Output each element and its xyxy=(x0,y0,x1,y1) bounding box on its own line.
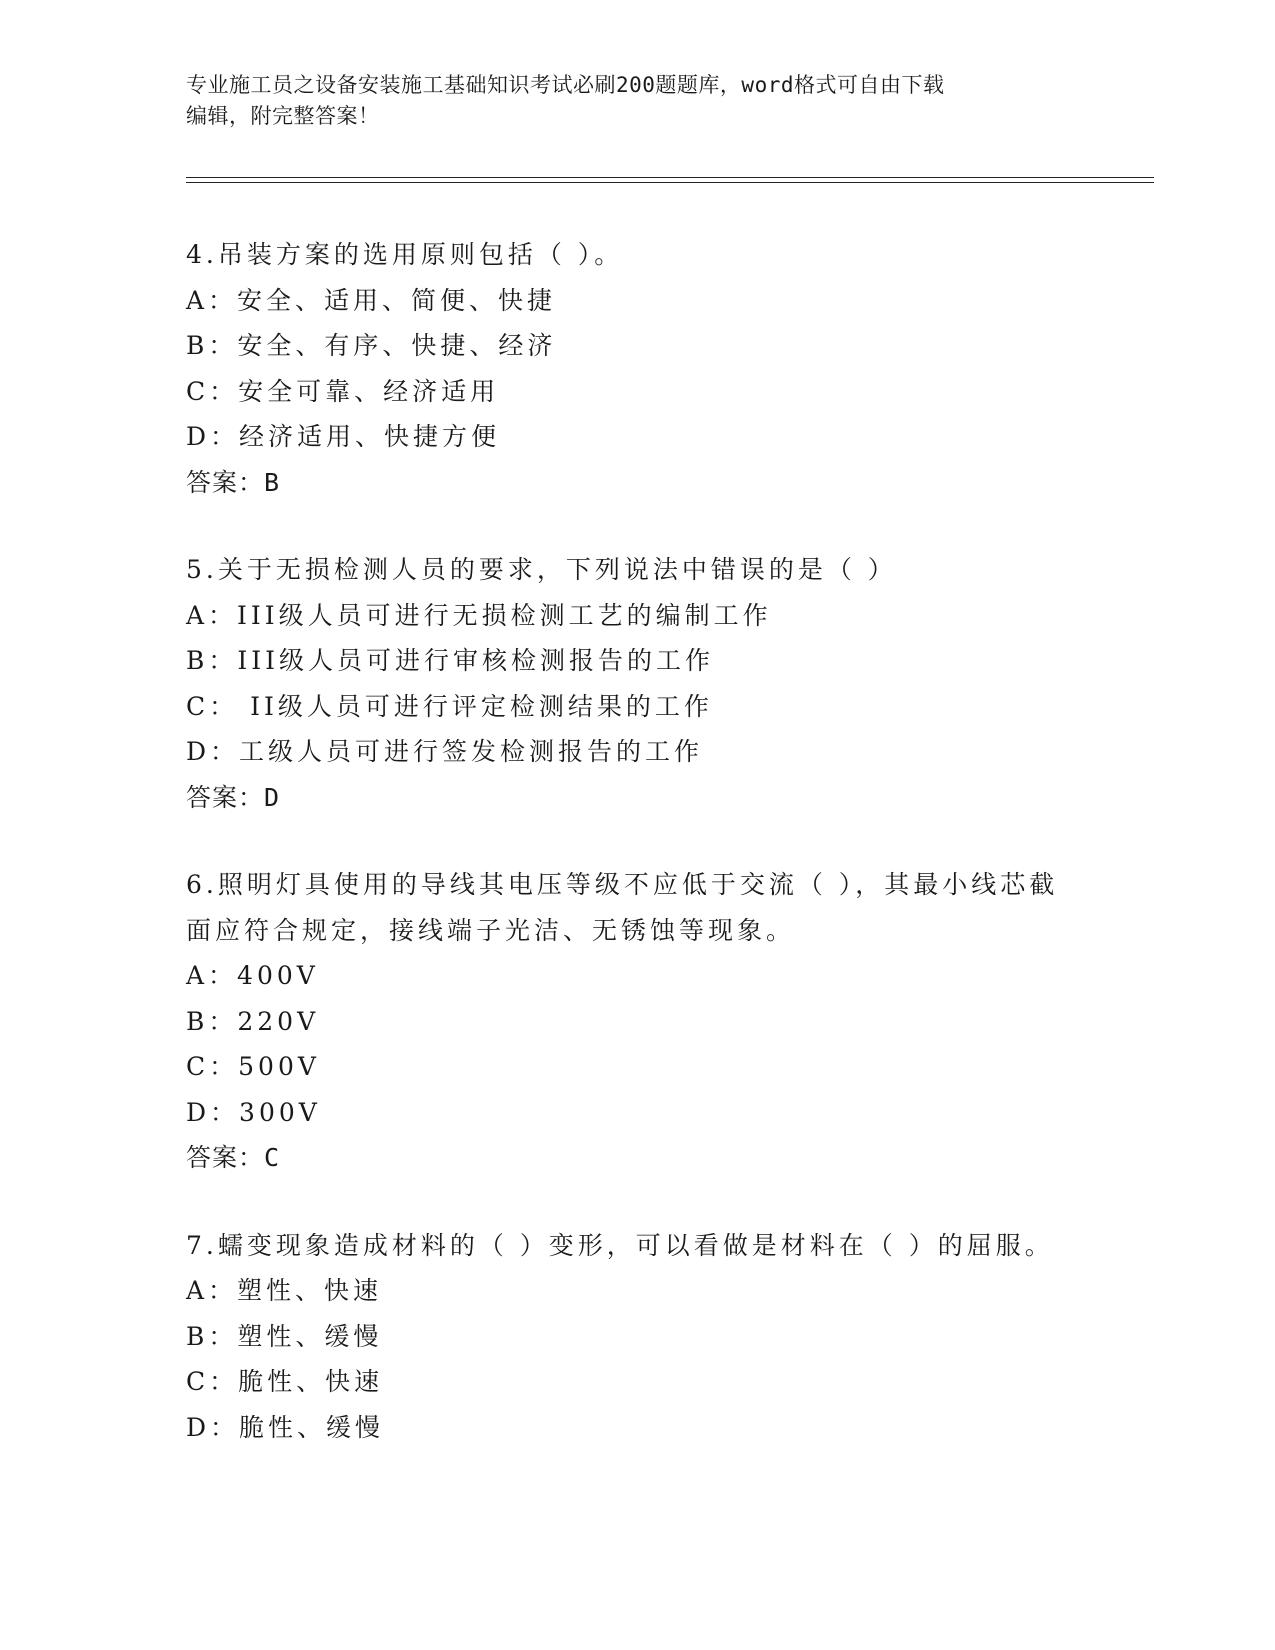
question-list xyxy=(186,232,1146,1492)
option-a: A：400V xyxy=(186,961,319,990)
option-d: D：脆性、缓慢 xyxy=(186,1412,385,1442)
option-c: C：脆性、快速 xyxy=(186,1367,384,1396)
question-7 xyxy=(186,1223,1146,1451)
option-b: B：塑性、缓慢 xyxy=(186,1321,383,1351)
question-5 xyxy=(186,547,1146,820)
option-c: C：安全可靠、经济适用 xyxy=(186,376,500,406)
option-c: C： II级人员可进行评定检测结果的工作 xyxy=(186,691,713,721)
option-b: B：安全、有序、快捷、经济 xyxy=(186,331,557,360)
option-b: B：III级人员可进行审核检测报告的工作 xyxy=(186,646,714,675)
option-a: A：安全、适用、简便、快捷 xyxy=(186,285,557,315)
answer-line: 答案：B xyxy=(186,467,281,497)
header-divider-bottom xyxy=(186,182,1154,183)
option-c: C：500V xyxy=(186,1052,320,1081)
option-b: B：220V xyxy=(186,1006,320,1036)
question-stem: 7.蠕变现象造成材料的（ ）变形，可以看做是材料在（ ）的屈服。 xyxy=(186,1230,1054,1260)
question-stem: 6.照明灯具使用的导线其电压等级不应低于交流（ ），其最小线芯截 xyxy=(186,870,1059,899)
question-6 xyxy=(186,862,1146,1181)
header-title-line-1: 专业施工员之设备安装施工基础知识考试必刷200题题库，word格式可自由下载 xyxy=(186,73,945,97)
option-d: D：300V xyxy=(186,1097,321,1127)
question-stem: 5.关于无损检测人员的要求，下列说法中错误的是（ ） xyxy=(186,555,897,584)
answer-line: 答案：C xyxy=(186,1143,281,1172)
header-divider-top xyxy=(186,177,1154,178)
answer-line: 答案：D xyxy=(186,782,281,812)
question-stem: 4.吊装方案的选用原则包括（ ）。 xyxy=(186,240,624,269)
question-4 xyxy=(186,232,1146,505)
header-title-line-2: 编辑，附完整答案！ xyxy=(186,104,380,128)
question-stem-continued: 面应符合规定，接线端子光洁、无锈蚀等现象。 xyxy=(186,915,796,945)
option-d: D：经济适用、快捷方便 xyxy=(186,422,501,451)
option-a: A：塑性、快速 xyxy=(186,1276,383,1305)
document-header xyxy=(186,70,1066,132)
option-a: A：III级人员可进行无损检测工艺的编制工作 xyxy=(186,600,772,630)
option-d: D：工级人员可进行签发检测报告的工作 xyxy=(186,737,704,766)
